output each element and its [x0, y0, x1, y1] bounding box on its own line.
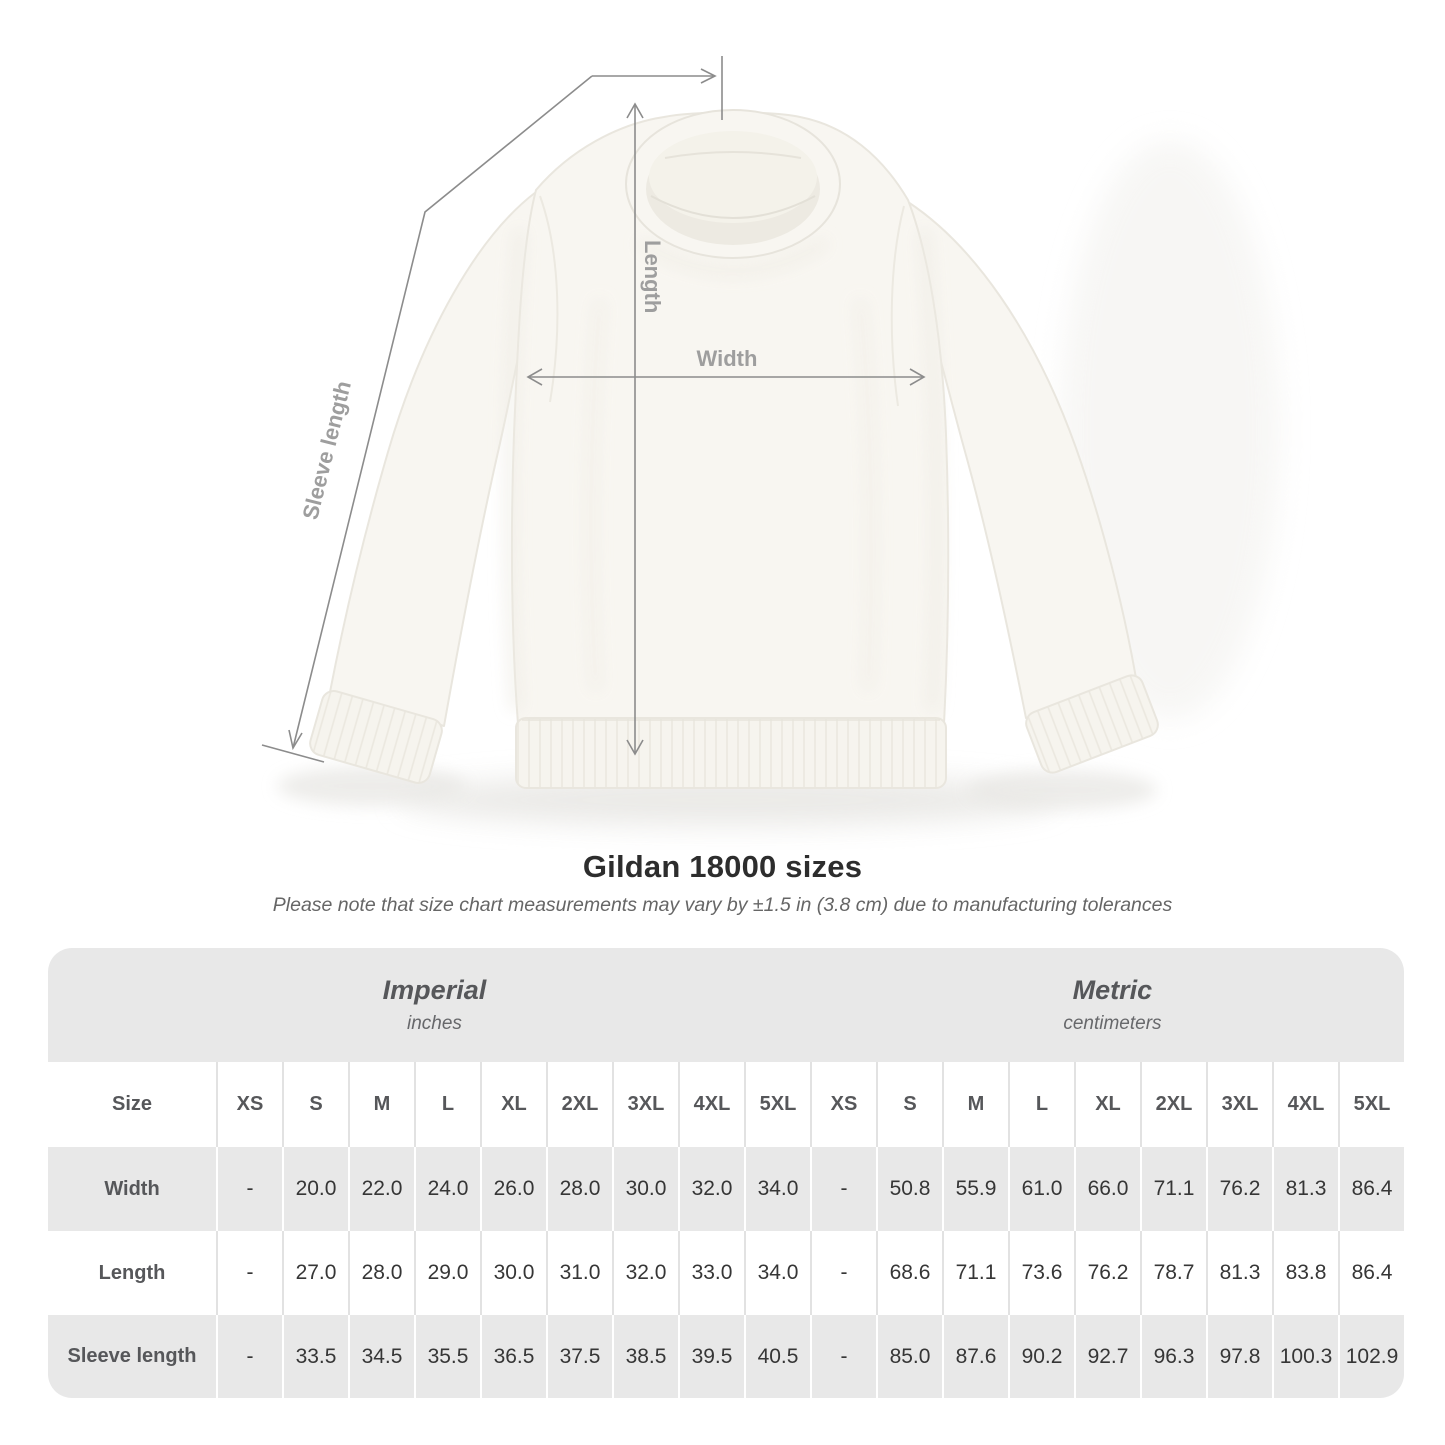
- value-cell: 66.0: [1074, 1147, 1140, 1231]
- size-header-cell: L: [414, 1062, 480, 1147]
- imperial-group-header: [48, 948, 821, 1062]
- value-cell: 26.0: [480, 1147, 546, 1231]
- value-cell: 30.0: [480, 1231, 546, 1315]
- value-cell: 34.0: [744, 1147, 810, 1231]
- length-label: Length: [640, 240, 665, 314]
- row-label: Width: [104, 1177, 160, 1200]
- size-header-cell: XL: [480, 1062, 546, 1147]
- row-label: Sleeve length: [67, 1345, 197, 1367]
- size-table: [48, 948, 1404, 1398]
- chart-subtitle: Please note that size chart measurements may vary by ±1.5 in (3.8 cm) due to manufacturing tolerances: [272, 894, 1173, 916]
- collar-inner-back: [649, 131, 817, 223]
- value-cell: 87.6: [942, 1315, 1008, 1398]
- size-column-header: Size: [111, 1093, 153, 1115]
- value-cell: 97.8: [1206, 1315, 1272, 1398]
- value-cell: 40.5: [744, 1315, 810, 1398]
- value-cell: 90.2: [1008, 1315, 1074, 1398]
- value-cell: 32.0: [612, 1231, 678, 1315]
- value-cell: 33.5: [282, 1315, 348, 1398]
- chart-title: Gildan 18000 sizes: [582, 849, 863, 884]
- sleeve-length-label: Sleeve length: [297, 378, 357, 523]
- value-cell: 30.0: [612, 1147, 678, 1231]
- waistband: [516, 718, 946, 788]
- metric-title: Metric: [1072, 975, 1153, 1005]
- size-header-cell: 4XL: [1272, 1062, 1338, 1147]
- value-cell: -: [810, 1315, 876, 1398]
- metric-unit: centimeters: [1063, 1013, 1162, 1034]
- value-cell: -: [216, 1315, 282, 1398]
- value-cell: 68.6: [876, 1231, 942, 1315]
- value-cell: 50.8: [876, 1147, 942, 1231]
- width-row: [48, 1147, 1404, 1231]
- value-cell: 28.0: [546, 1147, 612, 1231]
- value-cell: 85.0: [876, 1315, 942, 1398]
- value-cell: 33.0: [678, 1231, 744, 1315]
- value-cell: 36.5: [480, 1315, 546, 1398]
- value-cell: 37.5: [546, 1315, 612, 1398]
- size-header-cell: XL: [1074, 1062, 1140, 1147]
- size-header-row: [48, 1062, 1404, 1147]
- value-cell: 73.6: [1008, 1231, 1074, 1315]
- value-cell: 35.5: [414, 1315, 480, 1398]
- value-cell: 55.9: [942, 1147, 1008, 1231]
- value-cell: 38.5: [612, 1315, 678, 1398]
- size-header-cell: 5XL: [744, 1062, 810, 1147]
- value-cell: 71.1: [942, 1231, 1008, 1315]
- value-cell: 61.0: [1008, 1147, 1074, 1231]
- size-header-cell: XS: [810, 1062, 876, 1147]
- value-cell: 24.0: [414, 1147, 480, 1231]
- size-header-cell: 2XL: [546, 1062, 612, 1147]
- value-cell: 86.4: [1338, 1147, 1404, 1231]
- value-cell: 34.5: [348, 1315, 414, 1398]
- value-cell: 29.0: [414, 1231, 480, 1315]
- sleeve-length-row: [48, 1315, 1404, 1398]
- value-cell: 81.3: [1272, 1147, 1338, 1231]
- value-cell: 71.1: [1140, 1147, 1206, 1231]
- value-cell: -: [216, 1147, 282, 1231]
- length-row: [48, 1231, 1404, 1315]
- size-header-cell: XS: [216, 1062, 282, 1147]
- value-cell: 27.0: [282, 1231, 348, 1315]
- value-cell: 76.2: [1074, 1231, 1140, 1315]
- value-cell: 81.3: [1206, 1231, 1272, 1315]
- width-label: Width: [696, 346, 758, 371]
- imperial-title: Imperial: [382, 975, 487, 1005]
- value-cell: 92.7: [1074, 1315, 1140, 1398]
- size-header-cell: S: [282, 1062, 348, 1147]
- size-header-cell: 3XL: [1206, 1062, 1272, 1147]
- value-cell: 32.0: [678, 1147, 744, 1231]
- size-header-cell: 5XL: [1338, 1062, 1404, 1147]
- size-header-cell: M: [348, 1062, 414, 1147]
- sweatshirt: [307, 110, 1161, 788]
- value-cell: 83.8: [1272, 1231, 1338, 1315]
- value-cell: -: [810, 1231, 876, 1315]
- units-band: [48, 948, 1404, 1062]
- shoulder-dimension: [592, 56, 722, 120]
- imperial-unit: inches: [406, 1013, 462, 1034]
- size-header-cell: L: [1008, 1062, 1074, 1147]
- value-cell: 28.0: [348, 1231, 414, 1315]
- value-cell: 96.3: [1140, 1315, 1206, 1398]
- value-cell: -: [216, 1231, 282, 1315]
- value-cell: 34.0: [744, 1231, 810, 1315]
- value-cell: 76.2: [1206, 1147, 1272, 1231]
- value-cell: 39.5: [678, 1315, 744, 1398]
- value-cell: 20.0: [282, 1147, 348, 1231]
- value-cell: 22.0: [348, 1147, 414, 1231]
- metric-group-header: [821, 948, 1404, 1062]
- value-cell: -: [810, 1147, 876, 1231]
- size-header-cell: 4XL: [678, 1062, 744, 1147]
- size-header-cell: 3XL: [612, 1062, 678, 1147]
- value-cell: 100.3: [1272, 1315, 1338, 1398]
- value-cell: 102.9: [1338, 1315, 1404, 1398]
- value-cell: 31.0: [546, 1231, 612, 1315]
- value-cell: 86.4: [1338, 1231, 1404, 1315]
- size-header-cell: 2XL: [1140, 1062, 1206, 1147]
- size-header-cell: M: [942, 1062, 1008, 1147]
- value-cell: 78.7: [1140, 1231, 1206, 1315]
- size-header-cell: S: [876, 1062, 942, 1147]
- row-label: Length: [98, 1261, 166, 1284]
